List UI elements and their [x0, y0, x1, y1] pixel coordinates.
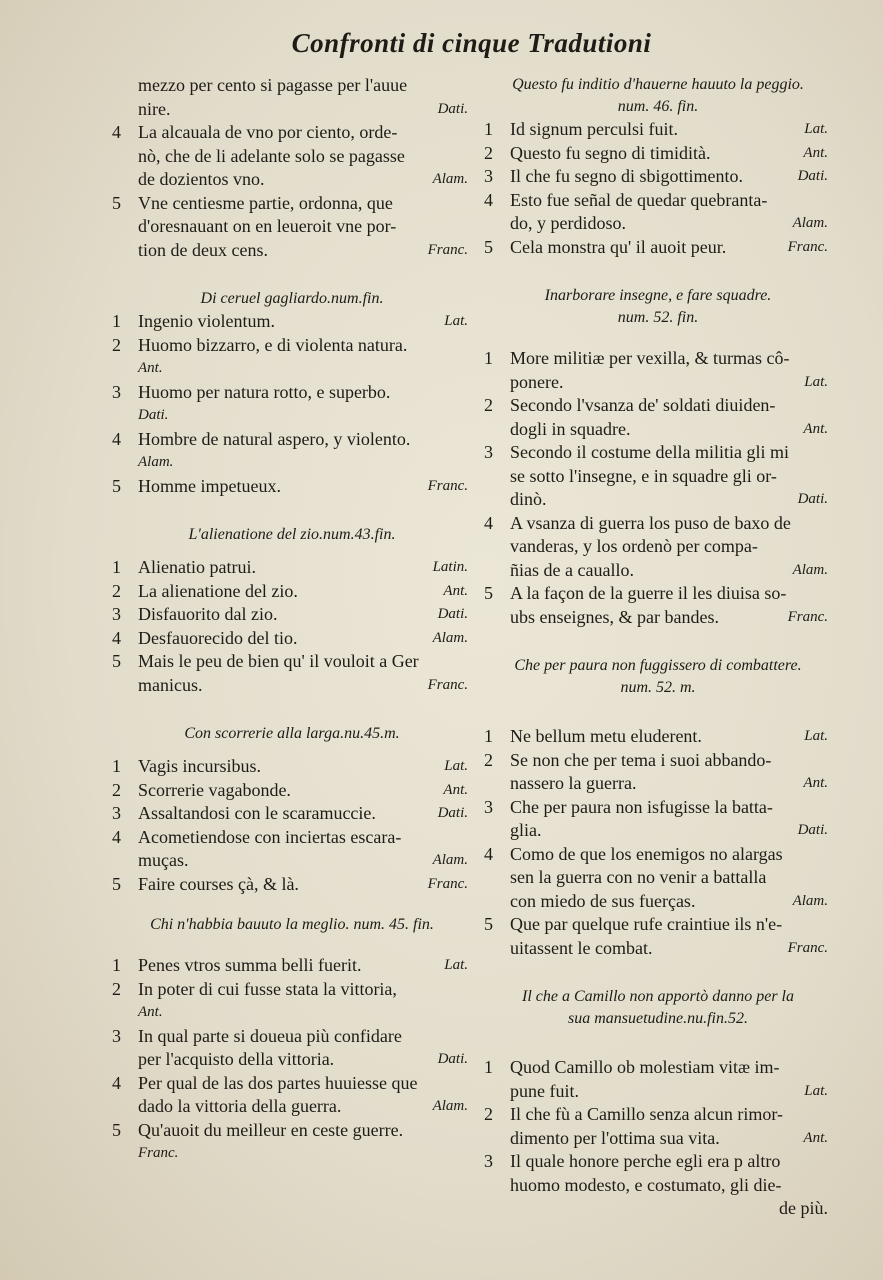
entry-heading: num. 52. m.: [620, 679, 696, 696]
line-text: La alienatione del zio.: [138, 580, 298, 601]
translator-tag: Alam.: [432, 1098, 468, 1114]
text-line: [112, 849, 472, 873]
line-text: manicus.: [138, 674, 203, 695]
version-number: 4: [484, 843, 493, 864]
version-number: 2: [484, 142, 493, 163]
version-number: 5: [112, 1119, 121, 1140]
running-head: Confronti di cinque Tradutioni: [291, 28, 652, 58]
spacer: [112, 262, 472, 288]
text-line: [484, 866, 832, 890]
text-line: [484, 559, 832, 583]
line-text: uitassent le combat.: [510, 937, 653, 958]
text-line: [484, 1056, 832, 1080]
line-text: do, y perdidoso.: [510, 213, 626, 233]
line-text: Qu'auoit du meilleur en ceste guerre.: [138, 1119, 404, 1140]
text-line: [484, 1103, 832, 1127]
version-number: 4: [112, 1072, 121, 1093]
translator-tag: Ant.: [803, 775, 828, 791]
text-line: [112, 145, 472, 169]
entry-heading: Chi n'habbia bauuto la meglio. num. 45. fin.: [150, 916, 434, 933]
version-number: 4: [484, 512, 493, 533]
text-line: [484, 142, 832, 166]
version-number: 3: [484, 166, 493, 186]
translator-tag: Lat.: [804, 1082, 828, 1099]
text-line: [484, 441, 832, 465]
text-line: [484, 772, 832, 796]
translator-tag: Lat.: [444, 957, 468, 973]
line-text: Che per paura non isfugisse la batta-: [510, 796, 773, 817]
line-text: dinò.: [510, 489, 547, 509]
translator-tag: Lat.: [444, 758, 468, 774]
line-text: Faire courses çà, & là.: [138, 873, 299, 894]
translator-tag: Franc.: [787, 238, 828, 255]
translator-tag: Franc.: [427, 875, 468, 892]
line-text: Como de que los enemigos no alargas: [510, 843, 783, 864]
text-line: [112, 674, 472, 698]
text-line: [112, 1025, 472, 1049]
text-line: [112, 1072, 472, 1096]
text-line: [112, 650, 472, 674]
text-line: [112, 381, 472, 405]
line-text: mezzo per cento si pagasse per l'auue: [138, 75, 408, 95]
text-line: [484, 189, 832, 213]
line-text: Dati.: [138, 407, 169, 423]
line-text: vanderas, y los ordenò per compa-: [510, 536, 758, 556]
version-number: 4: [112, 428, 121, 449]
entry-heading: Di ceruel gagliardo.num.fin.: [200, 290, 384, 307]
line-text: dado la vittoria della guerra.: [138, 1096, 342, 1116]
translator-tag: Dati.: [437, 1051, 468, 1067]
line-text: Ant.: [138, 1004, 163, 1020]
version-number: 3: [484, 442, 493, 462]
text-line: [112, 802, 472, 826]
version-number: 2: [484, 1104, 493, 1124]
text-line: [112, 121, 472, 145]
version-number: 5: [484, 583, 493, 603]
line-text: Scorrerie vagabonde.: [138, 779, 291, 800]
line-text: Ingenio violentum.: [138, 311, 275, 331]
translator-tag: Franc.: [787, 608, 828, 625]
version-number: 5: [112, 873, 121, 894]
translator-tag: Franc.: [427, 477, 468, 494]
spacer: [112, 498, 472, 524]
translator-tag: Ant.: [443, 582, 468, 599]
line-text: Vne centiesme partie, ordonna, que: [138, 192, 393, 213]
translator-tag: Ant.: [443, 781, 468, 798]
version-number: 1: [484, 119, 493, 139]
version-number: 2: [484, 749, 493, 770]
line-text: Cela monstra qu' il auoit peur.: [510, 236, 727, 257]
version-number: 1: [484, 726, 493, 746]
line-text: Franc.: [138, 1145, 179, 1161]
version-number: 2: [112, 779, 121, 800]
line-text: Ne bellum metu eluderent.: [510, 726, 702, 746]
line-text: d'oresnauant on en leueroit vne por-: [138, 216, 397, 236]
text-line: [484, 512, 832, 536]
text-line: [484, 465, 832, 489]
text-line: [484, 1127, 832, 1151]
version-number: 1: [112, 756, 121, 776]
translator-tag: Alam.: [792, 561, 828, 578]
line-text: Mais le peu de bien qu' il vouloit a Ger: [138, 651, 419, 671]
text-line: [112, 1095, 472, 1119]
line-text: In qual parte si doueua più confidare: [138, 1025, 402, 1046]
translator-tag: Alam.: [792, 215, 828, 231]
line-text: glia.: [510, 820, 542, 840]
spacer: [484, 1030, 832, 1056]
text-line: [484, 582, 832, 606]
translator-tag: Alam.: [432, 852, 468, 868]
version-number: 1: [484, 348, 493, 368]
text-line: [112, 428, 472, 452]
spacer: [484, 699, 832, 725]
translator-tag: Ant.: [803, 420, 828, 437]
version-number: 5: [112, 192, 121, 213]
line-text: Huomo bizzarro, e di violenta natura.: [138, 334, 408, 355]
translator-tag: Dati.: [797, 168, 828, 184]
line-text: Alienatio patrui.: [138, 557, 256, 577]
line-text: Hombre de natural aspero, y violento.: [138, 428, 411, 449]
text-line: [112, 334, 472, 358]
line-text: dimento per l'ottima sua vita.: [510, 1127, 720, 1148]
line-text: Il quale honore perche egli era p altro: [510, 1151, 781, 1171]
line-text: Assaltandosi con le scaramuccie.: [138, 803, 376, 823]
line-text: Penes vtros summa belli fuerit.: [138, 955, 362, 975]
line-text: In poter di cui fusse stata la vittoria,: [138, 978, 397, 999]
entry-heading: Il che a Camillo non apportò danno per la: [522, 988, 794, 1005]
version-number: 3: [484, 796, 493, 817]
line-text: Questo fu segno di timidità.: [510, 142, 711, 163]
version-number: 5: [112, 475, 121, 496]
text-line: [484, 165, 832, 189]
translator-tag: Dati.: [437, 805, 468, 821]
line-text: sen la guerra con no venir a battalla: [510, 867, 767, 887]
text-line: [112, 603, 472, 627]
translator-tag: Ant.: [803, 1129, 828, 1146]
line-text: se sotto l'insegne, e in squadre gli or-: [510, 465, 777, 486]
spacer: [112, 546, 472, 556]
text-line: [484, 1174, 832, 1198]
text-line: [112, 1001, 472, 1025]
text-line: [484, 418, 832, 442]
text-line: [112, 475, 472, 499]
line-text: Homme impetueux.: [138, 475, 281, 496]
text-line: [484, 606, 832, 630]
text-line: [484, 843, 832, 867]
line-text: A la façon de la guerre il les diuisa so-: [510, 583, 787, 603]
text-line: [484, 1150, 832, 1174]
version-number: 1: [112, 557, 121, 577]
text-line: [112, 826, 472, 850]
line-text: nire.: [138, 98, 171, 119]
version-number: 4: [112, 627, 121, 648]
line-text: con miedo de sus fuerças.: [510, 890, 696, 911]
text-line: [484, 890, 832, 914]
spacer: [112, 936, 472, 954]
line-text: nassero la guerra.: [510, 773, 637, 793]
entry-heading: L'alienatione del zio.num.43.fin.: [188, 526, 396, 543]
translator-tag: Franc.: [787, 939, 828, 956]
translator-tag: Alam.: [792, 892, 828, 909]
spacer: [484, 329, 832, 347]
version-number: 3: [112, 803, 121, 823]
translator-tag: Latin.: [432, 559, 468, 575]
text-line: [112, 978, 472, 1002]
line-text: Se non che per tema i suoi abbando-: [510, 749, 772, 770]
right-column: [484, 74, 832, 1221]
text-line: [484, 937, 832, 961]
line-text: Secondo l'vsanza de' soldati diuiden-: [510, 395, 776, 415]
text-line: [112, 451, 472, 475]
line-text: A vsanza di guerra los puso de baxo de: [510, 512, 791, 533]
line-text: ubs enseignes, & par bandes.: [510, 606, 719, 627]
line-text: dogli in squadre.: [510, 418, 631, 439]
version-number: 5: [484, 236, 493, 257]
version-number: 1: [112, 311, 121, 331]
text-line: [484, 913, 832, 937]
spacer: [112, 745, 472, 755]
line-text: ponere.: [510, 371, 564, 392]
text-line: [112, 755, 472, 779]
translator-tag: Ant.: [803, 144, 828, 161]
translator-tag: Alam.: [432, 629, 468, 646]
version-number: 3: [112, 381, 121, 402]
entry-heading: Con scorrerie alla larga.nu.45.m.: [184, 725, 400, 742]
line-text: Quod Camillo ob molestiam vitæ im-: [510, 1057, 780, 1077]
version-number: 3: [112, 1025, 121, 1046]
line-text: ñias de a cauallo.: [510, 559, 634, 580]
translator-tag: Lat.: [444, 313, 468, 329]
spacer: [484, 629, 832, 655]
translator-tag: Alam.: [432, 171, 468, 187]
line-text: Acometiendose con inciertas escara-: [138, 826, 402, 847]
text-line: [112, 74, 472, 98]
text-line: [112, 192, 472, 216]
line-text: Id signum perculsi fuit.: [510, 119, 678, 139]
line-text: tion de deux cens.: [138, 239, 268, 260]
line-text: Ant.: [138, 360, 163, 376]
line-text: Que par quelque rufe craintiue ils n'e-: [510, 914, 783, 934]
text-line: [112, 310, 472, 334]
text-line: [484, 535, 832, 559]
text-line: [112, 215, 472, 239]
translator-tag: Lat.: [804, 728, 828, 744]
translator-tag: Dati.: [797, 491, 828, 507]
line-text: de dozientos vno.: [138, 169, 265, 189]
text-line: [112, 404, 472, 428]
line-text: de più.: [779, 1198, 828, 1218]
text-line: [112, 1048, 472, 1072]
version-number: 5: [484, 914, 493, 934]
text-line: [112, 168, 472, 192]
version-number: 5: [112, 651, 121, 671]
spacer: [112, 896, 472, 914]
line-text: Esto fue señal de quedar quebranta-: [510, 189, 768, 210]
line-text: La alcauala de vno por ciento, orde-: [138, 122, 398, 142]
entry-heading: Questo fu inditio d'hauerne hauuto la peggio.: [512, 76, 804, 93]
text-line: [484, 394, 832, 418]
translator-tag: Franc.: [427, 241, 468, 258]
entry-heading: Inarborare insegne, e fare squadre.: [544, 287, 772, 304]
text-line: [112, 873, 472, 897]
spacer: [484, 960, 832, 986]
line-text: Alam.: [138, 454, 174, 470]
line-text: Disfauorito dal zio.: [138, 604, 278, 624]
text-line: [112, 954, 472, 978]
spacer: [484, 259, 832, 285]
text-line: [484, 1080, 832, 1104]
text-line: [484, 749, 832, 773]
entry-heading: Che per paura non fuggissero di combattere.: [514, 657, 802, 674]
line-text: nò, che de li adelante solo se pagasse: [138, 145, 405, 166]
text-line: [484, 118, 832, 142]
line-text: Il che fu segno di sbigottimento.: [510, 166, 743, 186]
version-number: 4: [112, 826, 121, 847]
entry-heading: num. 52. fin.: [617, 309, 699, 326]
line-text: Desfauorecido del tio.: [138, 627, 298, 648]
version-number: 3: [112, 604, 121, 624]
line-text: Il che fù a Camillo senza alcun rimor-: [510, 1104, 784, 1124]
text-line: [484, 212, 832, 236]
entry-heading: num. 46. fin.: [617, 98, 699, 115]
text-line: [484, 371, 832, 395]
text-line: [484, 725, 832, 749]
text-line: [484, 347, 832, 371]
text-line: [112, 239, 472, 263]
translator-tag: Lat.: [804, 121, 828, 137]
translator-tag: Lat.: [804, 373, 828, 390]
text-line: [484, 796, 832, 820]
line-text: Huomo per natura rotto, e superbo.: [138, 381, 391, 402]
translator-tag: Dati.: [437, 606, 468, 622]
text-line: [484, 819, 832, 843]
text-line: [112, 357, 472, 381]
line-text: muças.: [138, 850, 189, 870]
line-text: Per qual de las dos partes huuiesse que: [138, 1072, 418, 1093]
line-text: Vagis incursibus.: [138, 756, 261, 776]
version-number: 2: [112, 334, 121, 355]
text-line: [112, 1119, 472, 1143]
text-line: [112, 779, 472, 803]
line-text: pune fuit.: [510, 1080, 579, 1101]
version-number: 4: [484, 189, 493, 210]
translator-tag: Dati.: [437, 100, 468, 117]
text-line: [484, 488, 832, 512]
text-line: [112, 556, 472, 580]
line-text: Secondo il costume della militia gli mi: [510, 442, 789, 462]
version-number: 1: [112, 955, 121, 975]
version-number: 1: [484, 1057, 493, 1077]
version-number: 2: [484, 395, 493, 415]
text-line: [112, 1142, 472, 1166]
version-number: 2: [112, 580, 121, 601]
translator-tag: Dati.: [797, 822, 828, 838]
line-text: per l'acquisto della vittoria.: [138, 1049, 335, 1069]
text-line: [112, 98, 472, 122]
line-text: More militiæ per vexilla, & turmas cô-: [510, 348, 790, 368]
line-text: huomo modesto, e costumato, gli die-: [510, 1174, 782, 1195]
version-number: 4: [112, 122, 121, 142]
text-line: [484, 236, 832, 260]
entry-heading: sua mansuetudine.nu.fin.52.: [568, 1010, 748, 1027]
version-number: 2: [112, 978, 121, 999]
text-line: [112, 627, 472, 651]
version-number: 3: [484, 1151, 493, 1171]
spacer: [112, 697, 472, 723]
left-column: [112, 74, 472, 1166]
text-line: [112, 580, 472, 604]
text-line: [484, 1197, 832, 1221]
translator-tag: Franc.: [427, 676, 468, 693]
